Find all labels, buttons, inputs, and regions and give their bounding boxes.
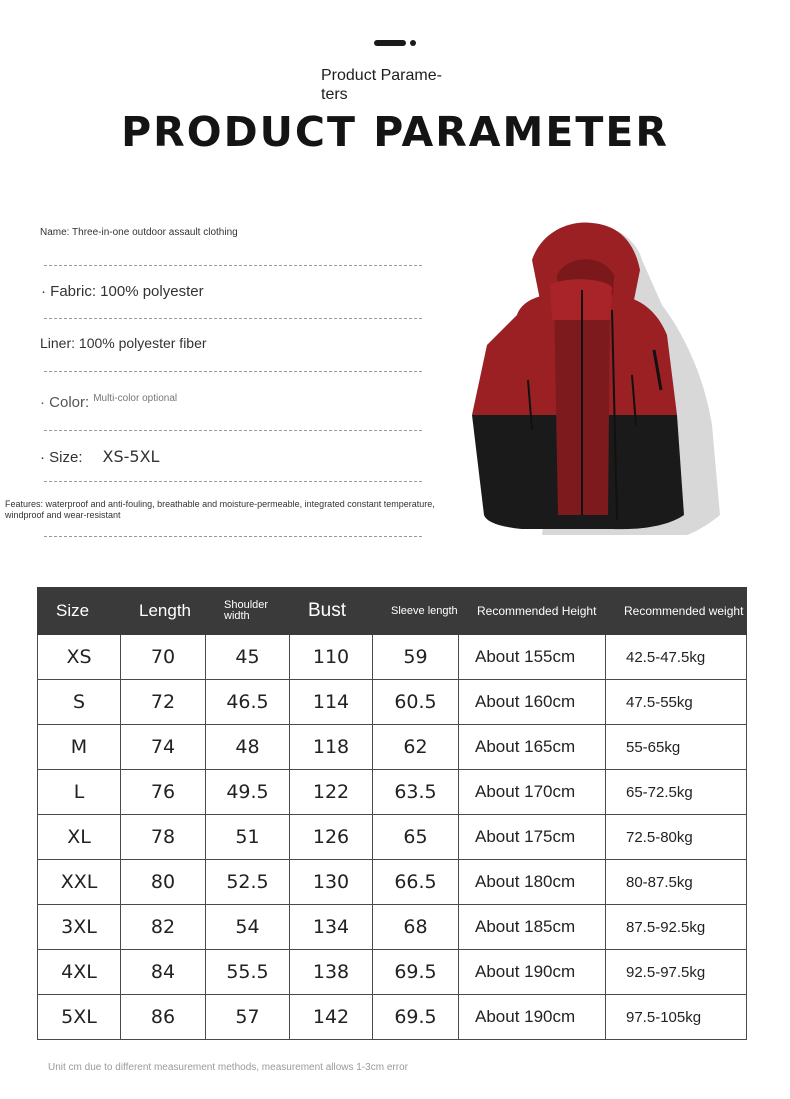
table-cell-bust: 110	[290, 635, 373, 680]
table-cell-weight: 80-87.5kg	[606, 860, 747, 905]
table-cell-shoulder: 51	[206, 815, 290, 860]
table-cell-size: S	[38, 680, 121, 725]
column-header-length: Length	[121, 588, 206, 635]
table-cell-length: 86	[121, 995, 206, 1040]
table-cell-length: 74	[121, 725, 206, 770]
table-cell-sleeve: 68	[373, 905, 459, 950]
table-cell-bust: 134	[290, 905, 373, 950]
table-cell-bust: 122	[290, 770, 373, 815]
page-title: PRODUCT PARAMETER	[121, 108, 669, 156]
table-cell-bust: 138	[290, 950, 373, 995]
table-cell-shoulder: 55.5	[206, 950, 290, 995]
table-cell-height: About 180cm	[459, 860, 606, 905]
table-cell-sleeve: 62	[373, 725, 459, 770]
spec-color	[40, 393, 177, 411]
size-chart-table	[37, 587, 747, 1040]
decorative-divider-icon	[374, 38, 418, 48]
table-cell-size: XXL	[38, 860, 121, 905]
divider	[44, 430, 422, 431]
table-row	[38, 770, 747, 815]
table-cell-sleeve: 60.5	[373, 680, 459, 725]
table-cell-bust: 118	[290, 725, 373, 770]
table-cell-size: 3XL	[38, 905, 121, 950]
spec-size	[40, 447, 159, 466]
table-cell-bust: 114	[290, 680, 373, 725]
table-row	[38, 725, 747, 770]
table-cell-length: 78	[121, 815, 206, 860]
column-header-recommended-weight: Recommended weight	[606, 588, 747, 635]
divider	[44, 371, 422, 372]
table-cell-shoulder: 48	[206, 725, 290, 770]
column-header-sleeve-length: Sleeve length	[373, 588, 459, 635]
table-row	[38, 905, 747, 950]
measurement-note: Unit cm due to different measurement methods, measurement allows 1-3cm error	[48, 1062, 408, 1073]
table-cell-length: 84	[121, 950, 206, 995]
table-cell-length: 82	[121, 905, 206, 950]
table-row	[38, 680, 747, 725]
table-cell-sleeve: 66.5	[373, 860, 459, 905]
table-cell-length: 72	[121, 680, 206, 725]
spec-color-label: · Color:	[40, 394, 90, 411]
column-header-size: Size	[38, 588, 121, 635]
table-cell-shoulder: 45	[206, 635, 290, 680]
table-cell-shoulder: 49.5	[206, 770, 290, 815]
section-subtitle: Product Parame- ters	[321, 67, 442, 103]
table-cell-sleeve: 59	[373, 635, 459, 680]
table-cell-sleeve: 65	[373, 815, 459, 860]
table-cell-weight: 97.5-105kg	[606, 995, 747, 1040]
table-cell-weight: 92.5-97.5kg	[606, 950, 747, 995]
table-cell-size: L	[38, 770, 121, 815]
divider	[44, 536, 422, 537]
column-header-shoulder-width: Shoulder width	[206, 588, 290, 635]
table-cell-weight: 72.5-80kg	[606, 815, 747, 860]
spec-color-value: Multi-color optional	[93, 393, 178, 404]
table-row	[38, 950, 747, 995]
table-row	[38, 635, 747, 680]
divider	[44, 265, 422, 266]
table-cell-size: XL	[38, 815, 121, 860]
table-cell-weight: 55-65kg	[606, 725, 747, 770]
table-cell-sleeve: 69.5	[373, 995, 459, 1040]
spec-name: Name: Three-in-one outdoor assault clothing	[40, 227, 238, 238]
table-cell-sleeve: 63.5	[373, 770, 459, 815]
table-cell-shoulder: 54	[206, 905, 290, 950]
spec-features: Features: waterproof and anti-fouling, breathable and moisture-permeable, integrated constant temperature, windproof and wear-resistant	[5, 499, 435, 520]
divider	[44, 318, 422, 319]
table-cell-height: About 185cm	[459, 905, 606, 950]
table-cell-length: 76	[121, 770, 206, 815]
table-cell-bust: 126	[290, 815, 373, 860]
table-header-row	[38, 588, 747, 635]
table-cell-height: About 160cm	[459, 680, 606, 725]
table-cell-height: About 165cm	[459, 725, 606, 770]
column-header-bust: Bust	[290, 588, 373, 635]
table-cell-shoulder: 57	[206, 995, 290, 1040]
table-cell-bust: 142	[290, 995, 373, 1040]
table-cell-shoulder: 46.5	[206, 680, 290, 725]
table-cell-height: About 170cm	[459, 770, 606, 815]
table-cell-length: 80	[121, 860, 206, 905]
table-cell-height: About 190cm	[459, 995, 606, 1040]
spec-liner: Liner: 100% polyester fiber	[40, 335, 207, 351]
table-cell-weight: 87.5-92.5kg	[606, 905, 747, 950]
table-cell-bust: 130	[290, 860, 373, 905]
table-cell-size: 5XL	[38, 995, 121, 1040]
table-cell-size: M	[38, 725, 121, 770]
spec-size-label: · Size:	[40, 449, 83, 466]
table-cell-sleeve: 69.5	[373, 950, 459, 995]
spec-fabric: · Fabric: 100% polyester	[41, 283, 204, 300]
table-cell-weight: 47.5-55kg	[606, 680, 747, 725]
table-cell-height: About 155cm	[459, 635, 606, 680]
table-cell-shoulder: 52.5	[206, 860, 290, 905]
table-cell-size: XS	[38, 635, 121, 680]
table-cell-weight: 42.5-47.5kg	[606, 635, 747, 680]
divider	[44, 481, 422, 482]
table-cell-size: 4XL	[38, 950, 121, 995]
table-row	[38, 815, 747, 860]
table-row	[38, 995, 747, 1040]
jacket-image	[462, 215, 732, 545]
table-cell-weight: 65-72.5kg	[606, 770, 747, 815]
column-header-recommended-height: Recommended Height	[459, 588, 606, 635]
table-cell-height: About 190cm	[459, 950, 606, 995]
spec-size-value: XS-5XL	[102, 447, 160, 466]
table-cell-length: 70	[121, 635, 206, 680]
table-cell-height: About 175cm	[459, 815, 606, 860]
table-row	[38, 860, 747, 905]
